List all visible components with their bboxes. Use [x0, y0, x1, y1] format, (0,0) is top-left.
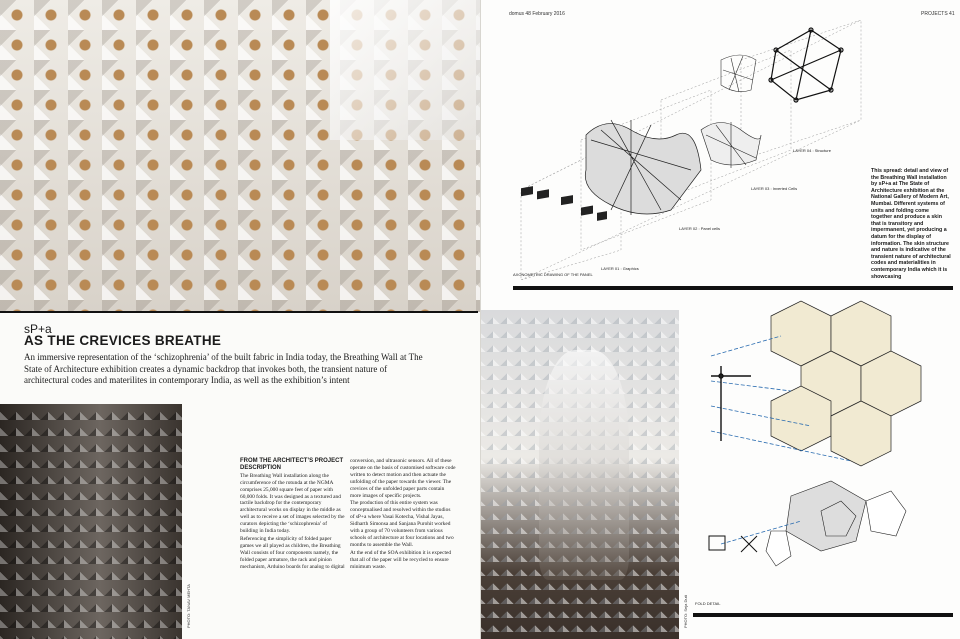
- section-rule: [513, 286, 953, 290]
- wall-detail-photo: [0, 404, 182, 639]
- body-paragraph: conversion, and ultrasonic sensors. All of these operate on the basis of customised software code written to detect motion and then actuate the unfolding of the paper towards the viewer. The crevices of the unfolded paper parts contain more images of specific projects.: [350, 458, 456, 499]
- breathing-wall-photo: [0, 0, 480, 312]
- standfirst: An immersive representation of the ‘schizophrenia’ of the built fabric in India today, the Breathing Wall at The State of Architecture exhibition creates a dynamic backdrop that invokes both, the transient nature of architectural codes and materilites in contemporary India, as well as the exhibition’s intent: [24, 352, 423, 386]
- corridor-photo: [480, 310, 679, 639]
- photo-credit-right: PHOTO: Seja Dutt: [683, 595, 688, 628]
- body-column-1: [240, 458, 346, 572]
- layer-03-label: LAYER 03 : Inverted Cells: [751, 186, 798, 191]
- bottom-rule: [693, 613, 953, 617]
- body-paragraph: The Breathing Wall installation along the circumference of the rotunda at the NGMA comprises 25,000 square feet of paper with 60,000 folds. It was designed as a textured and tactile backdrop for the contemporary architectural works on display in the middle as well as to receive a set of images selected by the curators depicting the ‘schizophrenia’ of building in India today.: [240, 472, 345, 535]
- body-heading: FROM THE ARCHITECT’S PROJECT DESCRIPTION: [240, 458, 344, 472]
- spread-caption: This spread: detail and view of the Breathing Wall installation by sP+a at The State of Architecture exhibition at the National Gallery of Modern Art, Mumbai. Different systems of units and folding come together and produce a skin that is transitory and impermanent, yet producing a datum for the display of information. The skin structure and nature is indicative of the transient nature of architectural codes and materialities in contemporary India which it is showcasing: [871, 168, 951, 280]
- body-paragraph: At the end of the SOA exhibition it is expected that all of the paper will be recycled to ensure minimum waste.: [350, 549, 452, 570]
- layer-02-label: LAYER 02 : Panel cells: [679, 226, 721, 231]
- layer-04-label: LAYER 04 : Structure: [793, 148, 831, 153]
- drawing-label: AXONOMETRIC DRAWING OF THE PANEL: [513, 272, 593, 277]
- photo-credit: PHOTO: TANAV MEHTA: [186, 584, 191, 628]
- fold-detail-drawing: [691, 296, 951, 608]
- photo-divider: [0, 311, 478, 313]
- article-headline: AS THE CREVICES BREATHE: [24, 333, 222, 348]
- body-paragraph: Referencing the simplicity of folded paper games we all played as children, the Breathing Wall consists of four components namely, the folded paper armature, the rack and pinion mechanism, Arduino boards for analog to digital: [240, 535, 345, 570]
- layer-01-label: LAYER 01 : Graphics: [601, 266, 639, 271]
- section-page-number: PROJECTS 41: [921, 11, 955, 17]
- body-paragraph: The production of this entire system was conceptualised and resolved within the studios of sP+a where Vasai Kotecha, Vishal Jayas, Sidharth Simonsa and Sanjana Purohit worked with a group of 70 volunteers from various schools of architecture at four locations and two months to assemble the Wall.: [350, 500, 454, 548]
- issue-info: domus 48 February 2016: [509, 11, 565, 17]
- fold-detail-label: FOLD DETAIL: [695, 601, 721, 606]
- body-column-2: [350, 458, 456, 572]
- right-page: [480, 0, 960, 639]
- architect-name: sP+a: [24, 322, 52, 336]
